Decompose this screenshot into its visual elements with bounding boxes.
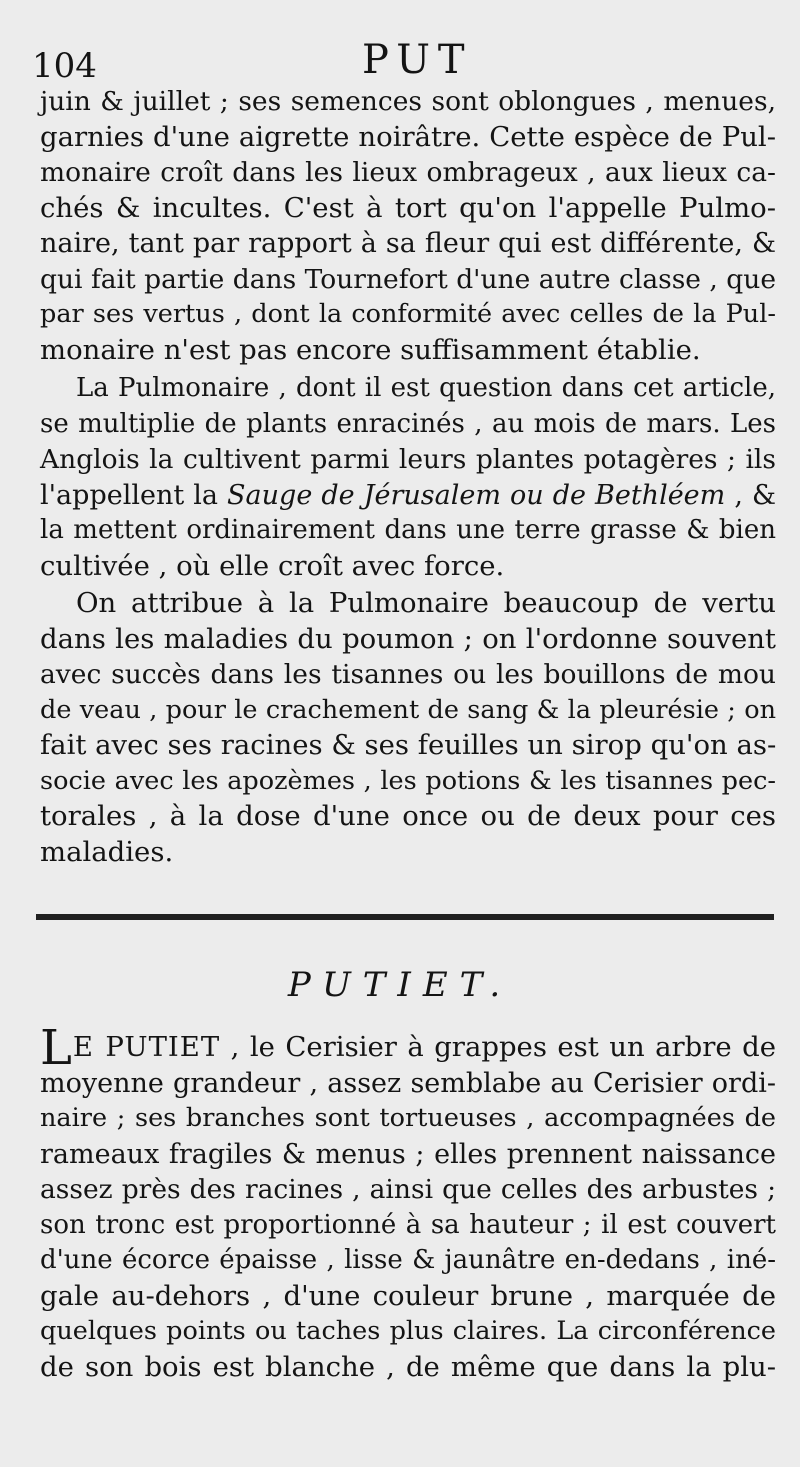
text-line: torales , à la dose d'une once ou de deux pour ces <box>40 800 776 832</box>
first-line <box>40 1020 776 1076</box>
text-line: quelques points ou taches plus claires. La circonférence <box>40 1316 776 1346</box>
text-line: On attribue à la Pulmonaire beaucoup de vertu <box>76 587 776 619</box>
text-line: naire, tant par rapport à sa fleur qui est différente, & <box>40 228 776 259</box>
running-head-word: PUT <box>362 37 473 83</box>
text-line: de son bois est blanche , de même que dans la plu- <box>40 1350 776 1383</box>
text-line: se multiplie de plants enracinés , au mois de mars. Les <box>40 408 776 439</box>
text-line: rameaux fragiles & menus ; elles prennent naissance <box>40 1138 776 1170</box>
text-line: Anglois la cultivent parmi leurs plantes potagères ; ils <box>40 444 776 475</box>
text-line: naire ; ses branches sont tortueuses , accompagnées de <box>40 1103 776 1133</box>
text-line: qui fait partie dans Tournefort d'une autre classe , que <box>40 263 776 295</box>
text-line: de veau , pour le crachement de sang & la pleurésie ; on <box>40 694 776 725</box>
text-line: garnies d'une aigrette noirâtre. Cette espèce de Pul- <box>40 120 776 153</box>
text-line: cultivée , où elle croît avec force. <box>40 549 505 582</box>
line-text: , le Cerisier à grappes est un arbre de <box>220 1031 776 1063</box>
text-line: son tronc est proportionné à sa hauteur ; il est couvert <box>40 1209 776 1240</box>
text-line: monaire croît dans les lieux ombrageux , aux lieux ca- <box>40 157 776 188</box>
text-line: fait avec ses racines & ses feuilles un sirop qu'on as- <box>40 729 777 761</box>
text-line: la mettent ordinairement dans une terre grasse & bien <box>40 515 776 545</box>
text-line: avec succès dans les tisannes ou les bouillons de mou <box>40 659 776 690</box>
paragraph-putiet <box>40 1020 776 1385</box>
paragraph-cultivation <box>40 371 776 584</box>
page-number: 104 <box>32 46 97 86</box>
text-line: maladies. <box>40 835 174 868</box>
text-line: d'une écorce épaisse , lisse & jaunâtre en-dedans , iné- <box>40 1245 776 1275</box>
text-line: monaire n'est pas encore suffisamment établie. <box>40 333 701 366</box>
running-head <box>0 32 800 92</box>
section-divider-rule <box>36 914 774 920</box>
drop-cap: L <box>40 1020 72 1076</box>
line-text: l'appellent la <box>40 479 228 511</box>
text-line-with-italic <box>40 478 776 514</box>
text-line: par ses vertus , dont la conformité avec celles de la Pul- <box>40 299 776 329</box>
text-line: gale au-dehors , d'une couleur brune , marquée de <box>40 1279 776 1312</box>
paragraph-continuation <box>40 84 776 368</box>
text-line: chés & incultes. C'est à tort qu'on l'appelle Pulmo- <box>40 191 776 224</box>
italic-plant-name: Sauge de Jérusalem ou de Bethléem <box>227 479 726 511</box>
text-line: moyenne grandeur , assez semblabe au Cerisier ordi- <box>40 1067 776 1099</box>
text-line: socie avec les apozèmes , les potions & les tisannes pec- <box>40 765 776 796</box>
small-caps-heading: E PUTIET <box>72 1031 221 1063</box>
paragraph-virtues <box>40 586 776 870</box>
text-line: dans les maladies du poumon ; on l'ordonne souvent <box>40 622 776 655</box>
text-line: juin & juillet ; ses semences sont oblongues , menues, <box>40 86 776 117</box>
text-line: La Pulmonaire , dont il est question dans cet article, <box>76 373 776 403</box>
line-text: , & <box>725 479 776 511</box>
text-line: assez près des racines , ainsi que celles des arbustes ; <box>40 1174 776 1205</box>
section-title: PUTIET. <box>287 965 513 1005</box>
